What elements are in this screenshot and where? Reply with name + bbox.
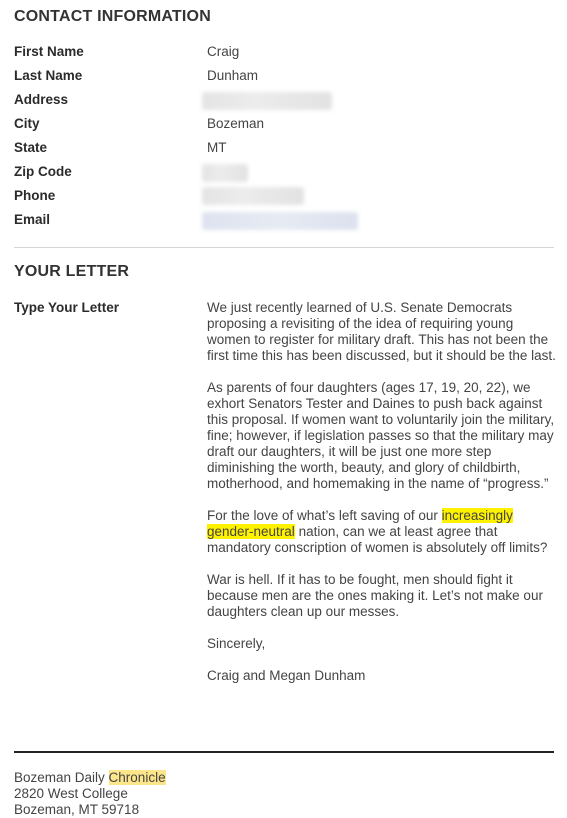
contact-title: CONTACT INFORMATION: [14, 8, 211, 25]
phone-label: Phone: [14, 188, 56, 203]
highlighted-text: Chronicle: [108, 770, 166, 785]
city-state-zip: Bozeman, MT 59718: [14, 802, 140, 817]
phone-redacted: [202, 187, 304, 205]
state-value: MT: [207, 140, 227, 155]
letter-paragraph: War is hell. If it has to be fought, men should fight it because men are the ones making it. Let’s not make our daughters clean up our messes.: [207, 572, 543, 619]
section-divider: [14, 247, 554, 248]
email-redacted: [202, 212, 358, 230]
letter-paragraph: We just recently learned of U.S. Senate Democrats proposing a revisiting of the idea of requiring young women to register for military draft. This has not been the first time this has been discussed, but it should be the last.: [207, 300, 556, 363]
letter-text: nation, can we at least agree that mandatory conscription of women is absolutely off limits?: [207, 524, 548, 555]
letter-title: YOUR LETTER: [14, 263, 130, 280]
email-label: Email: [14, 212, 51, 227]
letter-closing: Sincerely,: [207, 636, 266, 651]
newspaper-name: [14, 770, 166, 786]
letter-paragraph: As parents of four daughters (ages 17, 19, 20, 22), we exhort Senators Tester and Daines to push back against this proposal. If women want to voluntarily join the military, fine; however, if legislation passes so that the military may draft our daughters, it will be just one more step diminishing the worth, beauty, and glory of childbirth, motherhood, and homemaking in the name of “progress.”: [207, 380, 555, 491]
address-redacted: [202, 92, 332, 110]
zip-code-redacted: [202, 164, 248, 182]
first-name-label: First Name: [14, 44, 84, 59]
first-name-value: Craig: [207, 44, 240, 59]
letter-text: For the love of what’s left saving of our: [207, 508, 442, 523]
city-value: Bozeman: [207, 116, 265, 131]
last-name-value: Dunham: [207, 68, 259, 83]
footer-divider: [14, 751, 554, 753]
last-name-label: Last Name: [14, 68, 83, 83]
letter-label: Type Your Letter: [14, 300, 120, 315]
state-label: State: [14, 140, 48, 155]
highlighted-text: increasingly gender-neutral: [207, 508, 513, 539]
letter-paragraph: [207, 508, 557, 556]
letter-body: [207, 300, 557, 700]
zip-code-label: Zip Code: [14, 164, 72, 179]
letter-signature: Craig and Megan Dunham: [207, 668, 366, 683]
street-address: 2820 West College: [14, 786, 128, 801]
newspaper-address: [14, 770, 166, 818]
city-label: City: [14, 116, 40, 131]
address-label: Address: [14, 92, 69, 107]
newspaper-name-text: Bozeman Daily: [14, 770, 109, 785]
